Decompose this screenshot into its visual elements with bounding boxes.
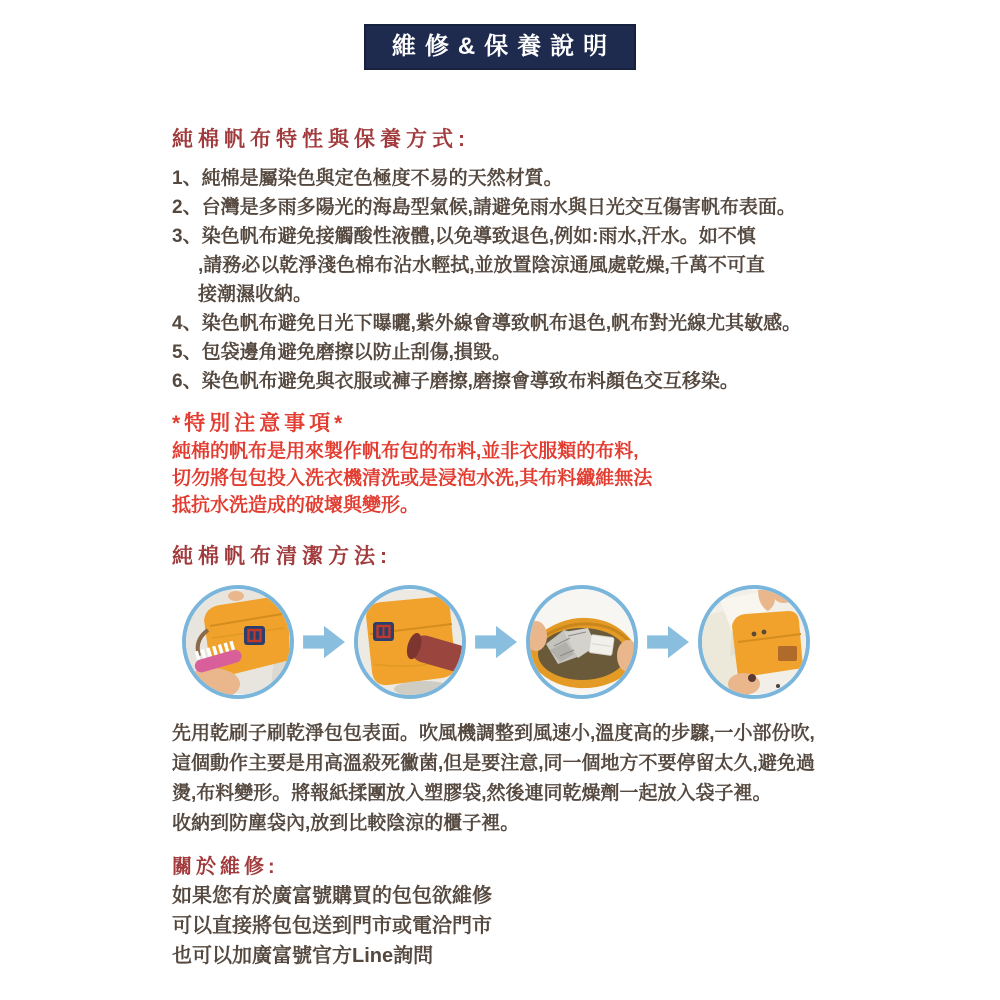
cleaning-text-line: 先用乾刷子刷乾淨包包表面。吹風機調整到風速小,溫度高的步驟,一小部份吹,	[172, 723, 815, 744]
care-list-item: 1、純棉是屬染色與定色極度不易的天然材質。	[172, 168, 563, 189]
cleaning-section-heading: 純棉帆布清潔方法:	[172, 545, 392, 568]
dry-brush-bag-illustration	[186, 589, 290, 695]
cleaning-paragraph	[172, 719, 872, 839]
document-body	[172, 70, 872, 971]
cleaning-text-line: 燙,布料變形。將報紙揉團放入塑膠袋,然後連同乾燥劑一起放入袋子裡。	[172, 783, 772, 804]
dry-brush-bag-photo	[182, 585, 294, 699]
hair-dryer-bag-photo	[354, 585, 466, 699]
care-list-item: 6、染色帆布避免與衣服或褲子磨擦,磨擦會導致布料顏色交互移染。	[172, 371, 739, 392]
notice-heading: *特別注意事項*	[172, 412, 347, 435]
notice-section	[172, 410, 872, 519]
notice-line: 純棉的帆布是用來製作帆布包的布料,並非衣服類的布料,	[172, 441, 639, 462]
dust-bag-storage-illustration	[702, 589, 806, 695]
page-header	[0, 0, 1000, 70]
repair-text-line: 如果您有於廣富號購買的包包欲維修	[172, 885, 492, 907]
repair-section	[172, 853, 872, 971]
care-list-item: 5、包袋邊角避免磨擦以防止刮傷,損毀。	[172, 342, 511, 363]
cleaning-steps-strip	[182, 581, 872, 703]
care-list	[172, 164, 872, 396]
care-list-item: 4、染色帆布避免日光下曝曬,紫外線會導致帆布退色,帆布對光線尤其敏感。	[172, 313, 802, 334]
repair-section-heading: 關於維修:	[172, 856, 279, 878]
repair-text-line: 也可以加廣富號官方Line詢問	[172, 945, 434, 967]
page-title: 維修&保養說明	[364, 24, 636, 70]
cleaning-text-line: 收納到防塵袋內,放到比較陰涼的櫃子裡。	[172, 813, 520, 834]
newspaper-desiccant-photo	[526, 585, 638, 699]
right-arrow-icon	[303, 623, 345, 661]
repair-text-line: 可以直接將包包送到門市或電洽門市	[172, 915, 492, 937]
hair-dryer-bag-illustration	[358, 589, 462, 695]
right-arrow-icon	[475, 623, 517, 661]
care-list-item-wrap: 接潮濕收納。	[198, 284, 313, 305]
care-section-heading: 純棉帆布特性與保養方式:	[172, 128, 470, 151]
care-list-item: 3、染色帆布避免接觸酸性液體,以免導致退色,例如:雨水,汗水。如不慎	[172, 226, 756, 247]
dust-bag-storage-photo	[698, 585, 810, 699]
care-list-item: 2、台灣是多雨多陽光的海島型氣候,請避免雨水與日光交互傷害帆布表面。	[172, 197, 796, 218]
care-list-item-wrap: ,請務必以乾淨淺色棉布沾水輕拭,並放置陰涼通風處乾燥,千萬不可直	[198, 255, 765, 276]
cleaning-text-line: 這個動作主要是用高溫殺死黴菌,但是要注意,同一個地方不要停留太久,避免過	[172, 753, 815, 774]
notice-line: 切勿將包包投入洗衣機清洗或是浸泡水洗,其布料纖維無法	[172, 468, 653, 489]
right-arrow-icon	[647, 623, 689, 661]
notice-line: 抵抗水洗造成的破壞與變形。	[172, 495, 420, 516]
newspaper-desiccant-illustration	[530, 589, 634, 695]
